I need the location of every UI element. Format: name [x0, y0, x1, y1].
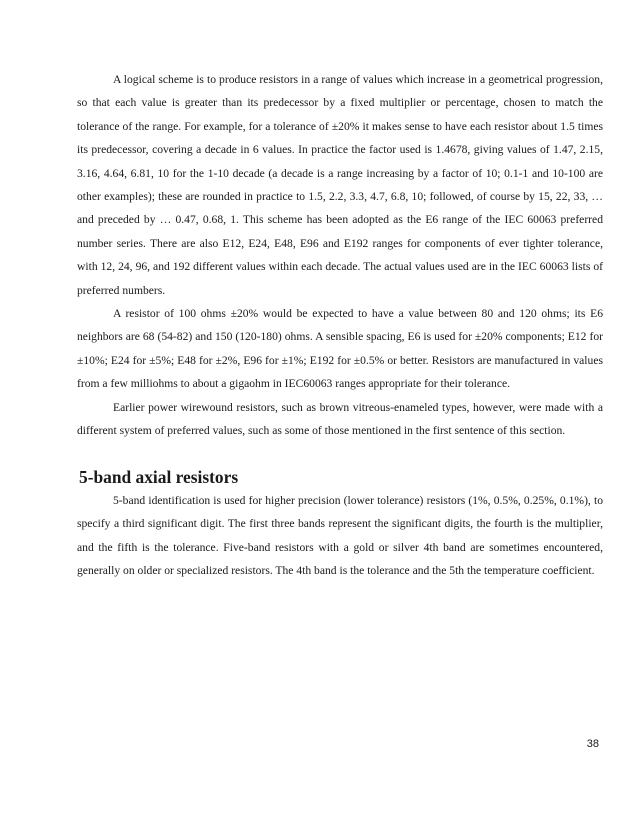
paragraph-5-band-identification: 5-band identification is used for higher precision (lower tolerance) resistors (1%, 0.5%, 0.25%, 0.1%), to specify a third significant digit. The first three bands represent the significant digits, the fourth is the multiplier, and the fifth is the tolerance. Five-band resistors with a gold or silver 4th band are sometimes encountered, generally on older or specialized resistors. The 4th band is the tolerance and the 5th the temperature coefficient.	[77, 493, 603, 578]
section-heading: 5-band axial resistors	[79, 466, 239, 487]
paragraph-e6-neighbors: A resistor of 100 ohms ±20% would be expected to have a value between 80 and 120 ohms; its E6 neighbors are 68 (54-82) and 150 (120-180) ohms. A sensible spacing, E6 is used for ±20% components; E12 for ±10%; E24 for ±5%; E48 for ±2%, E96 for ±1%; E192 for ±0.5% or better. Resistors are manufactured in values from a few milliohms to about a gigaohm in IEC60063 ranges appropriate for their tolerance.	[77, 307, 603, 391]
body-text	[77, 68, 603, 583]
paragraph-geometric-progression: A logical scheme is to produce resistors in a range of values which increase in a geometrical progression, so that each value is greater than its predecessor by a fixed multiplier or percentage, chosen to match the tolerance of the range. For example, for a tolerance of ±20% it makes sense to have each resistor about 1.5 times its predecessor, covering a decade in 6 values. In practice the factor used is 1.4678, giving values of 1.47, 2.15, 3.16, 4.64, 6.81, 10 for the 1-10 decade (a decade is a range increasing by a factor of 10; 0.1-1 and 10-100 are other examples); these are rounded in practice to 1.5, 2.2, 3.3, 4.7, 6.8, 10; followed, of course by 15, 22, 33, … and preceded by … 0.47, 0.68, 1. This scheme has been adopted as the E6 range of the IEC 60063 preferred number series. There are also E12, E24, E48, E96 and E192 ranges for components of ever tighter tolerance, with 12, 24, 96, and 192 different values within each decade. The actual values used are in the IEC 60063 lists of preferred numbers.	[77, 73, 603, 297]
paragraph-wirewound-resistors: Earlier power wirewound resistors, such as brown vitreous-enameled types, however, were made with a different system of preferred values, such as some of those mentioned in the first sentence of this section.	[77, 400, 603, 438]
page-number: 38	[586, 738, 599, 750]
section-gap	[77, 443, 603, 466]
